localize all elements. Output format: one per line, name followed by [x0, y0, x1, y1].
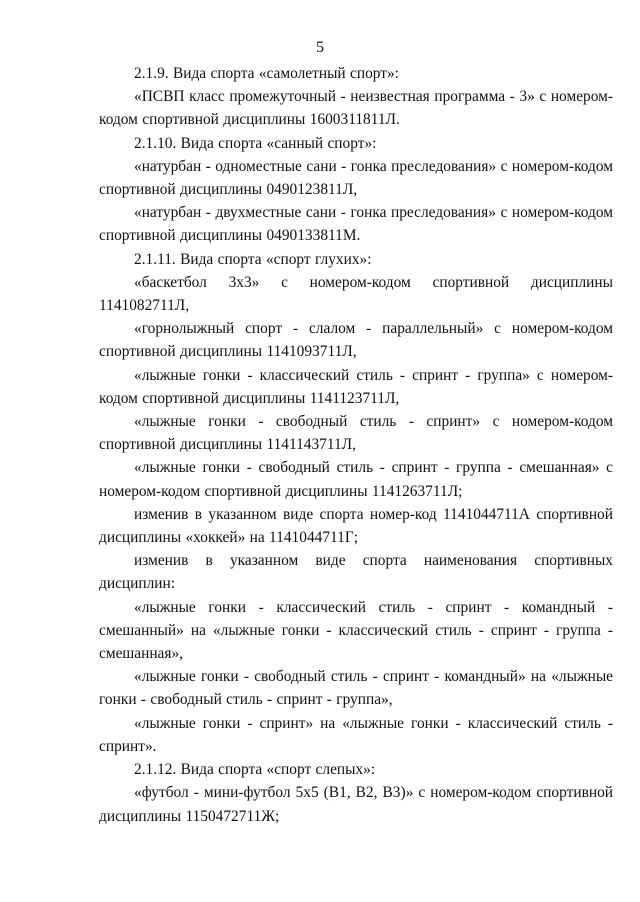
discipline-item: «ПСВП класс промежуточный - неизвестная программа - 3» с номером-кодом спортивной дисциплины 1600311811Л.	[99, 88, 613, 129]
discipline-item: «лыжные гонки - классический стиль - спринт - группа» с номером-кодом спортивной дисциплины 1141123711Л,	[99, 366, 613, 407]
rename-item: «лыжные гонки - спринт» на «лыжные гонки - классический стиль - спринт».	[99, 714, 613, 755]
section-heading-2-1-9: 2.1.9. Вида спорта «самолетный спорт»:	[134, 65, 399, 82]
amendment-code: изменив в указанном виде спорта номер-код 1141044711А спортивной дисциплины «хоккей» на 1141044711Г;	[99, 505, 613, 547]
discipline-item: «горнолыжный спорт - слалом - параллельный» с номером-кодом спортивной дисциплины 1141093711Л,	[99, 320, 613, 361]
section-heading-2-1-10: 2.1.10. Вида спорта «санный спорт»:	[134, 134, 377, 152]
discipline-item: «лыжные гонки - свободный стиль - спринт» с номером-кодом спортивной дисциплины 1141143711Л,	[99, 413, 613, 454]
amendment-names-intro: изменив в указанном виде спорта наименования спортивных дисциплин:	[99, 552, 613, 593]
rename-item: «лыжные гонки - свободный стиль - спринт - командный» на «лыжные гонки - свободный стиль - спринт - группа»,	[99, 668, 613, 709]
discipline-item: «натурбан - двухместные сани - гонка преследования» с номером-кодом спортивной дисциплины 0490133811М.	[99, 204, 613, 245]
document-body	[99, 62, 613, 828]
discipline-item: «футбол - мини-футбол 5х5 (В1, В2, В3)» с номером-кодом спортивной дисциплины 1150472711Ж;	[99, 784, 613, 825]
discipline-item: «натурбан - одноместные сани - гонка преследования» с номером-кодом спортивной дисциплины 0490123811Л,	[99, 157, 613, 199]
discipline-item: «лыжные гонки - свободный стиль - спринт - группа - смешанная» с номером-кодом спортивной дисциплины 1141263711Л;	[99, 459, 613, 500]
page-number: 5	[316, 39, 324, 56]
section-heading-2-1-11: 2.1.11. Вида спорта «спорт глухих»:	[134, 250, 372, 268]
section-heading-2-1-12: 2.1.12. Вида спорта «спорт слепых»:	[134, 761, 376, 779]
rename-item: «лыжные гонки - классический стиль - спринт - командный - смешанный» на «лыжные гонки - классический стиль - спринт - группа - смешанная»,	[99, 598, 613, 663]
discipline-item: «баскетбол 3х3» с номером-кодом спортивной дисциплины 1141082711Л,	[99, 273, 613, 315]
